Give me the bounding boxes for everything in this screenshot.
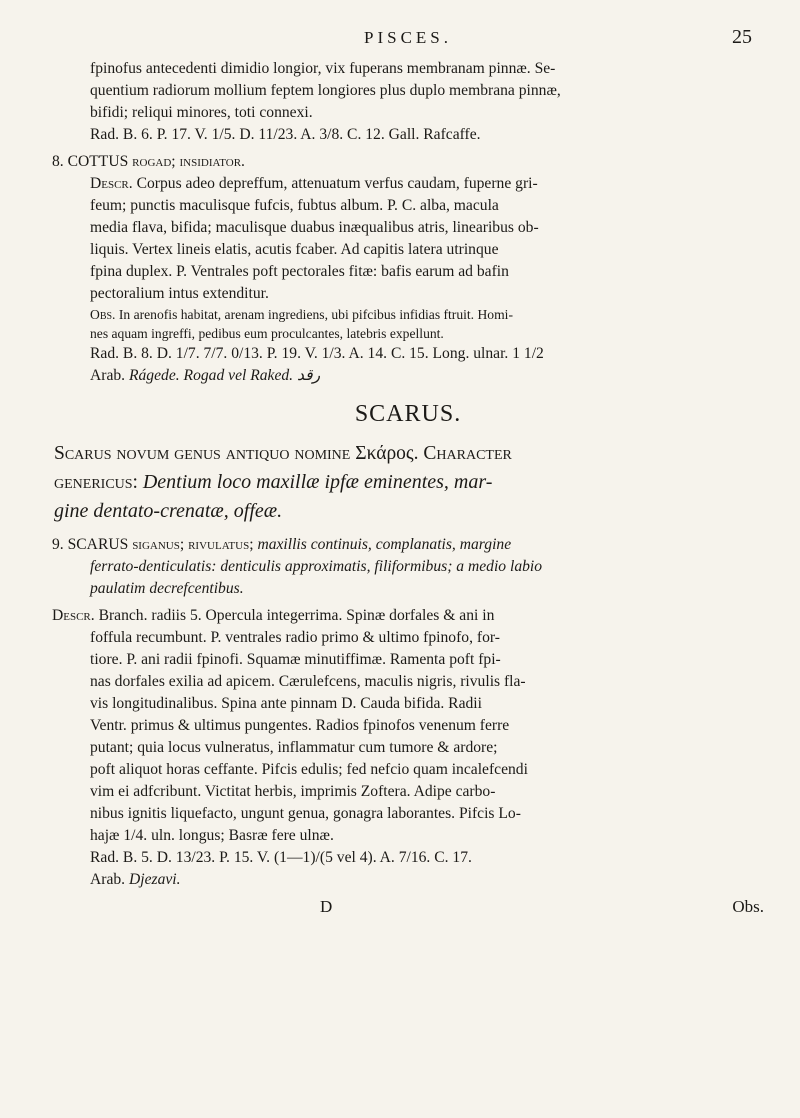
book-page (52, 20, 764, 925)
cottus-rad: Rad. B. 8. D. 1/7. 7/7. 0/13. P. 19. V. 1/3. A. 14. C. 15. Long. ulnar. 1 1/2 (90, 345, 544, 362)
descr-text: pectoralium intus extenditur. (90, 285, 269, 302)
arab-names: Rágede. Rogad vel Raked. رقد (128, 367, 321, 384)
section-heading-scarus: SCARUS. (354, 401, 462, 427)
descr-text: nas dorfales exilia ad apicem. Cærulefcens, maculis nigris, rivulis fla- (90, 673, 526, 690)
greek-name: Σκάρος. (355, 443, 419, 464)
descr-text: tiore. P. ani radii fpinofi. Squamæ minutiffimæ. Ramenta poft fpi- (90, 651, 501, 668)
character-label: Character (423, 443, 512, 464)
descr-text: nibus ignitis liquefacto, ungunt genua, gonagra laborantes. Pifcis Lo- (90, 805, 521, 822)
running-header (52, 20, 764, 58)
siganus-rad: Rad. B. 5. D. 13/23. P. 15. V. (1—1)/(5 vel 4). A. 7/16. C. 17. (90, 849, 472, 866)
descr-text: foffula recumbunt. P. ventrales radio primo & ultimo fpinofo, for- (90, 629, 500, 646)
species-names: siganus; rivulatus; (132, 536, 254, 553)
obs-text: In arenofis habitat, arenam ingrediens, ubi pifcibus infidias ftruit. Homi- (118, 307, 513, 322)
descr-text: poft aliquot horas ceffante. Pifcis edulis; fed nefcio quam incalefcendi (90, 761, 528, 778)
descr-text: media flava, bifida; maculisque duabus inæqualibus atris, linearibus ob- (90, 219, 539, 236)
descr-text: fpina duplex. P. Ventrales poft pectorales fitæ: bafis earum ad bafin (90, 263, 509, 280)
descr-text: feum; punctis maculisque fufcis, fubtus album. P. C. alba, macula (90, 197, 499, 214)
entry-number: 9. (52, 536, 64, 553)
arab-label: Arab. (90, 367, 126, 384)
genus-intro: Scarus novum genus antiquo nomine (54, 443, 351, 464)
running-title: PISCES. (364, 28, 452, 47)
genus-name: COTTUS (67, 153, 129, 170)
arab-label: Arab. (90, 871, 126, 888)
diagnosis-text: ferrato-denticulatis: denticulis approximatis, filiformibus; a medio labio (90, 558, 543, 575)
cottus-descr (52, 173, 764, 305)
descr-text: putant; quia locus vulneratus, inflammatur cum tumore & ardore; (90, 739, 498, 756)
descr-label: Descr. (52, 607, 95, 624)
diagnosis-cont (52, 556, 764, 600)
intro-line: bifidi; reliqui minores, toti connexi. (90, 104, 313, 121)
descr-label: Descr. (90, 175, 133, 192)
descr-text: Ventr. primus & ultimus pungentes. Radios fpinofos venenum ferre (90, 717, 510, 734)
obs-text: nes aquam ingreffi, pedibus eum proculcantes, latebris expellunt. (90, 326, 444, 341)
intro-continuation (52, 58, 764, 146)
descr-text: hajæ 1/4. uln. longus; Basræ fere ulnæ. (90, 827, 334, 844)
generic-character: Dentium loco maxillæ ipfæ eminentes, mar- (142, 471, 493, 493)
species-names: rogad; insidiator. (132, 153, 245, 170)
siganus-arab (52, 869, 764, 891)
genus-definition (52, 440, 764, 525)
descr-text: Corpus adeo depreffum, attenuatum verfus caudam, fuperne gri- (136, 175, 538, 192)
siganus-descr-cont (52, 627, 764, 847)
entry-number: 8. (52, 153, 64, 170)
page-footer (52, 895, 764, 925)
cottus-obs (52, 305, 764, 343)
siganus-title (52, 534, 764, 556)
cottus-arab (52, 365, 764, 387)
siganus-descr (52, 605, 764, 627)
diagnosis: maxillis continuis, complanatis, margine (257, 536, 512, 553)
arab-name: Djezavi. (128, 871, 181, 888)
genericus-label: genericus: (54, 472, 138, 493)
genus-name: SCARUS (67, 536, 129, 553)
cottus-title (52, 151, 764, 173)
generic-character-cont: gine dentato-crenatæ, offeæ. (54, 500, 283, 522)
entry-cottus (52, 151, 764, 387)
obs-label: Obs. (90, 307, 116, 322)
intro-line: quentium radiorum mollium feptem longiores plus duplo membrana pinnæ, (90, 82, 561, 99)
intro-rad: Rad. B. 6. P. 17. V. 1/5. D. 11/23. A. 3/8. C. 12. Gall. Rafcaffe. (90, 126, 481, 143)
intro-line: fpinofus antecedenti dimidio longior, vix fuperans membranam pinnæ. Se- (90, 60, 556, 77)
descr-text: vis longitudinalibus. Spina ante pinnam D. Cauda bifida. Radii (90, 695, 482, 712)
descr-text: vim ei adfcribunt. Victitat herbis, imprimis Zoftera. Adipe carbo- (90, 783, 496, 800)
entry-siganus (52, 534, 764, 891)
signature-mark: D (320, 897, 333, 916)
descr-text: liquis. Vertex lineis elatis, acutis fcaber. Ad capitis latera utrinque (90, 241, 499, 258)
page-number: 25 (732, 26, 752, 48)
diagnosis-text: paulatim decrefcentibus. (90, 580, 244, 597)
descr-text: Branch. radiis 5. Opercula integerrima. Spinæ dorfales & ani in (98, 607, 495, 624)
catchword: Obs. (732, 897, 764, 916)
